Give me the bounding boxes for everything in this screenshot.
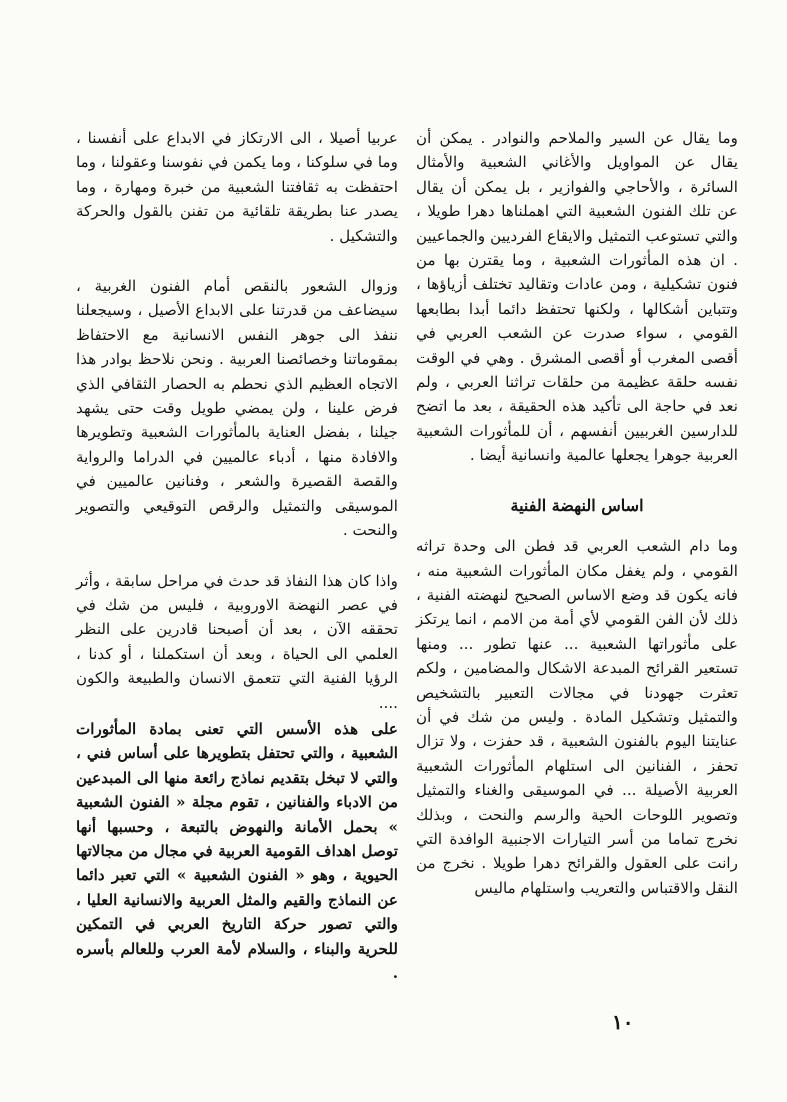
body-paragraph: وما دام الشعب العربي قد فطن الى وحدة تراثه القومي ، ولم يغفل مكان المأثورات الشعبية منه ، فانه يكون قد وضع الاساس الصحيح لنهضته الفنية ، ذلك لأن الفن القومي لأي أمة من الامم ، انما يرتكز على مأثوراتها الشعبية ... عنها تطور ... ومنها تستعير القرائح المبدعة الاشكال والمضامين ، ولكم تعثرت جهودنا في مجالات التعبير بالتشخيص والتمثيل وتشكيل المادة . وليس من شك في أن عنايتنا اليوم بالفنون الشعبية ، قد حفزت ، ولا تزال تحفز ، الفنانين الى استلهام المأثورات الشعبية العربية الأصيلة ... في الموسيقى والغناء والتمثيل وتصوير اللوحات الحية والرسم والنحت ، وبذلك نخرج تماما من أسر التيارات الاجنبية الوافدة التي رانت على العقول والقرائح دهرا طويلا . نخرج من النقل والاقتباس والتعريب واستلهام ماليس — [416, 537, 738, 897]
bold-paragraph: على هذه الأسس التي تعنى بمادة المأثورات الشعبية ، والتي تحتفل بتطويرها على أساس فني ، والتي لا تبخل بتقديم نماذج رائعة منها الى المبدعين من الادباء والفنانين ، تقوم مجلة « الفنون الشعبية » بحمل الأمانة والنهوض بالتبعة ، وحسبها أنها توصل اهداف القومية العربية في مجال من مجالاتها الحيوية ، وهو « الفنون الشعبية » التي تعبر دائما عن النماذج والقيم والمثل العربية والانسانية العليا ، والتي تصور حركة التاريخ العربي في التمكين للحرية والبناء ، والسلام لأمة العرب وللعالم بأسره . — [76, 719, 398, 982]
page-number: ١٠ — [612, 1010, 634, 1034]
body-paragraph: وزوال الشعور بالنقص أمام الفنون الغربية ، سيضاعف من قدرتنا على الابداع الأصيل ، وسيجعلنا ننفذ الى جوهر النفس الانسانية مع الاحتفاظ بمقوماتنا وخصائصنا العربية . ونحن نلاحظ بوادر هذا الاتجاه العظيم الذي نحطم به الحصار الثقافي الذي فرض علينا ، ولن يمضي طويل وقت حتى يشهد جيلنا ، بفضل العناية بالمأثورات الشعبية وتطويرها والافادة منها ، أدباء عالميين في الدراما والرواية والقصة القصيرة والشعر ، وفنانين عالميين في الموسيقى والتمثيل والرقص التوقيعي والتصوير والنحت . — [76, 277, 398, 540]
right-column — [416, 126, 738, 926]
body-paragraph: واذا كان هذا النفاذ قد حدث في مراحل سابقة ، وأثر في عصر النهضة الاوروبية ، فليس من شك في تحققه الآن ، بعد أن أصبحنا قادرين على النظر العلمي الى الحياة ، وبعد أن استكملنا ، أو كدنا ، الرؤيا الفنية التي تتعمق الانسان والطبيعة والكون .... — [76, 571, 398, 712]
body-paragraph: وما يقال عن السير والملاحم والنوادر . يمكن أن يقال عن المواويل والأغاني الشعبية والأمثال السائرة ، والأحاجي والفوازير ، بل يمكن أن يقال عن تلك الفنون الشعبية التي اهملناها دهرا طويلا ، والتي تستوعب التمثيل والايقاع الفرديين والجماعيين . ان هذه المأثورات الشعبية ، وما يقترن بها من فنون تشكيلية ، ومن عادات وتقاليد تختلف أزياؤها ، وتتباين أشكالها ، ولكنها تحتفظ دائما أبدا بطابعها القومي ، سواء صدرت عن الشعب العربي في أقصى المغرب أو أقصى المشرق . وهي في الوقت نفسه حلقة عظيمة من حلقات تراثنا العربي ، ولم نعد في حاجة الى تأكيد هذه الحقيقة ، بعد ما اتضح للدارسين الغربيين أنفسهم ، أن للمأثورات الشعبية العربية جوهرا يجعلها عالمية وانسانية أيضا . — [416, 129, 738, 465]
left-column — [76, 126, 398, 1011]
body-paragraph: عربيا أصيلا ، الى الارتكاز في الابداع على أنفسنا ، وما في سلوكنا ، وما يكمن في نفوسنا وعقولنا ، وما احتفظت به ثقافتنا الشعبية من خبرة ومهارة ، وما يصدر عنا بطريقة تلقائية من تفنن بالقول والحركة والتشكيل . — [76, 129, 398, 245]
section-heading: اساس النهضة الفنية — [510, 495, 644, 515]
